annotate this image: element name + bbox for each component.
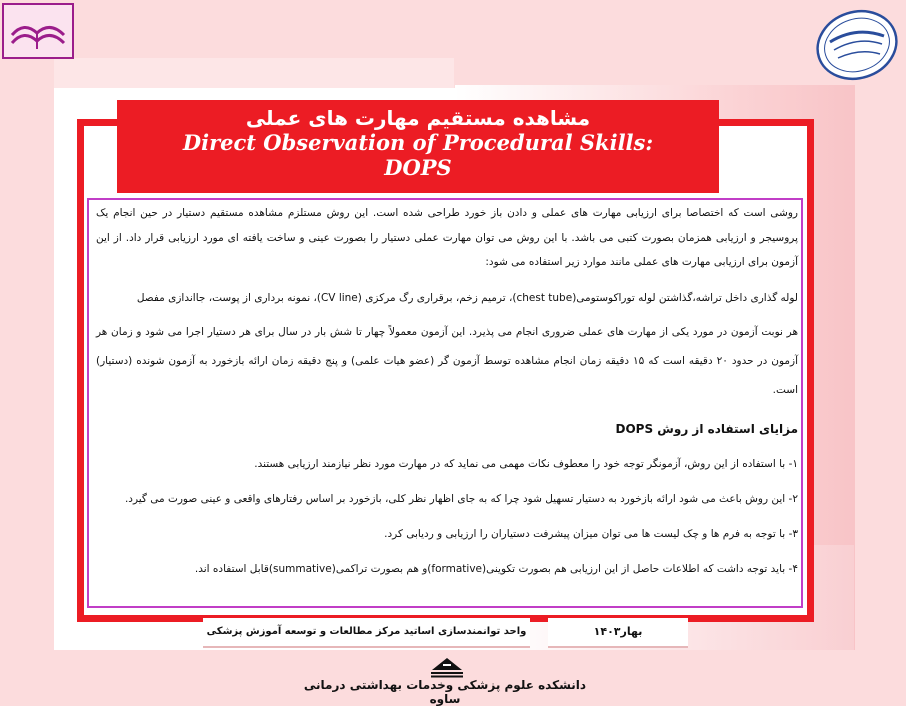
footer-date: بهار۱۴۰۳	[548, 618, 688, 648]
footer-unit-label: واحد توانمندسازی اساتید مرکز مطالعات و توسعه آموزش پزشکی	[203, 618, 530, 648]
title-banner	[117, 100, 719, 193]
examples-paragraph: لوله گذاری داخل تراشه،گذاشتن لوله توراکوستومی(chest tube)، ترمیم زخم، برقراری رگ مرکزی (CV line)، نمونه برداری از پوست، جااندازی مفصل	[136, 291, 798, 304]
title-english-line1: Direct Observation of Procedural Skills:	[182, 130, 654, 155]
university-logo-icon	[428, 656, 466, 678]
content-body	[96, 201, 798, 581]
benefit-item: ۱- با استفاده از این روش، آزمونگر توجه خود را معطوف نکات مهمی می نماید که در مهارت مورد نظر نیازمند ارزیابی هستند.	[254, 457, 798, 470]
university-name: دانشکده علوم پزشکی وخدمات بهداشتی درمانی ساوه	[303, 678, 587, 706]
seal-stamp-icon	[812, 6, 902, 84]
title-english-line2: DOPS	[384, 155, 452, 180]
title-persian: مشاهده مستقیم مهارت های عملی	[245, 106, 591, 130]
book-logo-icon	[2, 3, 74, 59]
intro-paragraph: روشی است که اختصاصا برای ارزیابی مهارت های عملی و دادن باز خورد طراحی شده است. این روش مستلزم مشاهده مستقیم دستیار در حین انجام یک پروسیجر و ارزیابی همزمان بصورت کتبی می باشد. با این روش می توان مهارت عملی دستیار را بصورت عینی و ساخت یافته ای مورد ارزیابی قرار داد. از این آزمون برای ارزیابی مهارت های عملی مانند موارد زیر استفاده می شود:	[96, 207, 798, 268]
benefit-item: ۳- با توجه به فرم ها و چک لیست ها می توان میزان پیشرفت دستیاران را ارزیابی و ردیابی کرد.	[384, 527, 798, 540]
benefit-item: ۴- باید توجه داشت که اطلاعات حاصل از این ارزیابی هم بصورت تکوینی(formative)و هم بصورت تراکمی(summative)قابل استفاده اند.	[194, 562, 798, 575]
timing-paragraph: هر نوبت آزمون در مورد یکی از مهارت های عملی ضروری انجام می پذیرد. این آزمون معمولاً چهار تا شش بار در سال برای هر دستیار اجرا می شود و زمان هر آزمون در حدود ۲۰ دقیقه است که ۱۵ دقیقه زمان انجام مشاهده توسط آزمون گر (عضو هیات علمی) و پنج دقیقه زمان ارائه بازخورد به آزمون شونده (دستیار) است.	[96, 325, 798, 396]
benefits-heading: مزایای استفاده از روش DOPS	[615, 421, 798, 436]
benefit-item: ۲- این روش باعث می شود ارائه بازخورد به دستیار تسهیل شود چرا که به جای اظهار نظر کلی، بازخورد بر اساس رفتارهای واقعی و عینی صورت می گیرد.	[124, 492, 798, 505]
